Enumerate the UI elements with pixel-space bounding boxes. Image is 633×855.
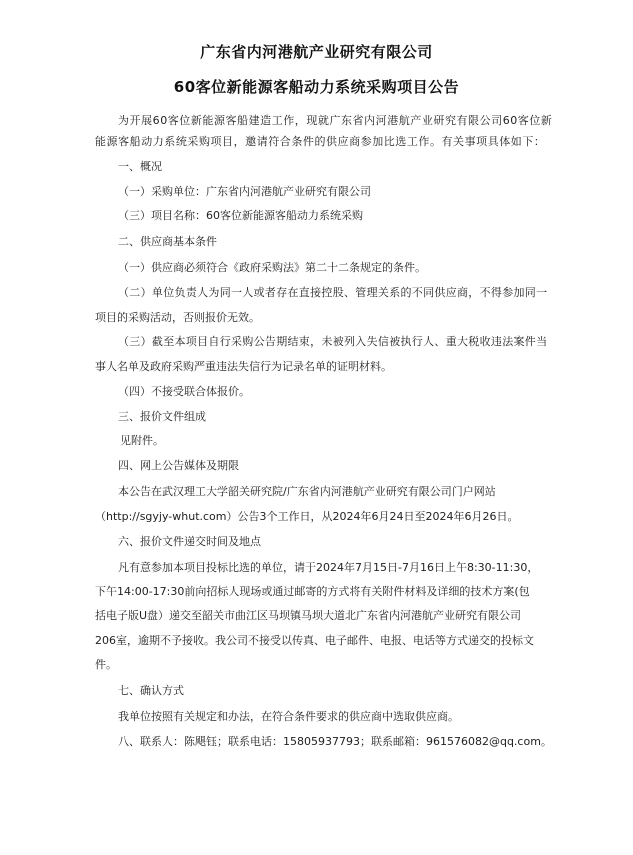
purchaser-line: （一）采购单位：广东省内河港航产业研究有限公司 (118, 185, 371, 198)
condition-2-line-2: 项目的采购活动，否则报价无效。 (95, 311, 260, 324)
condition-4-line: （四）不接受联合体报价。 (118, 385, 250, 398)
section-heading-online-notice: 四、网上公告媒体及期限 (118, 459, 239, 472)
intro-line-2: 能源客船动力系统采购项目，邀请符合条件的供应商参加比选工作。有关事项具体如下： (95, 135, 546, 148)
condition-2-line-1: （二）单位负责人为同一人或者存在直接控股、管理关系的不同供应商，不得参加同一 (118, 286, 548, 299)
section-heading-quote-documents: 三、报价文件组成 (118, 410, 206, 423)
intro-line-1: 为开展60客位新能源客船建造工作，现就广东省内河港航产业研究有限公司60客位新 (118, 114, 553, 127)
project-name-line: （三）项目名称：60客位新能源客船动力系统采购 (118, 209, 363, 222)
condition-3-line-1: （三）截至本项目自行采购公告期结束，未被列入失信被执行人、重大税收违法案件当 (118, 335, 548, 348)
section-heading-submission: 六、报价文件递交时间及地点 (118, 535, 261, 548)
submission-line-4: 206室，逾期不予接收。我公司不接受以传真、电子邮件、电报、电话等方式递交的投标文 (95, 634, 534, 647)
see-attachment-line: 见附件。 (120, 434, 164, 447)
section-heading-confirmation: 七、确认方式 (118, 684, 184, 697)
section-heading-supplier-conditions: 二、供应商基本条件 (118, 235, 217, 248)
confirmation-line: 我单位按照有关规定和办法，在符合条件要求的供应商中选取供应商。 (118, 710, 459, 723)
notice-media-line-1: 本公告在武汉理工大学韶关研究院/广东省内河港航产业研究有限公司门户网站 (118, 485, 496, 498)
submission-line-1: 凡有意参加本项目投标比选的单位，请于2024年7月15日-7月16日上午8:30-11:30， (118, 561, 539, 574)
company-title: 广东省内河港航产业研究有限公司 (200, 43, 433, 61)
submission-line-5: 件。 (95, 658, 117, 671)
condition-3-line-2: 事人名单及政府采购严重违法失信行为记录名单的证明材料。 (95, 360, 392, 373)
notice-title: 60客位新能源客船动力系统采购项目公告 (173, 78, 460, 96)
submission-line-2: 下午14:00-17:30前向招标人现场或通过邮寄的方式将有关附件材料及详细的技术方案(包 (95, 585, 530, 598)
condition-1-line: （一）供应商必须符合《政府采购法》第二十二条规定的条件。 (118, 261, 426, 274)
notice-media-line-2: （http://sgyjy-whut.com）公告3个工作日，从2024年6月24日至2024年6月26日。 (95, 510, 519, 523)
section-heading-overview: 一、概况 (118, 160, 162, 173)
contact-line: 八、联系人：陈飓钰；联系电话：15805937793；联系邮箱：961576082@qq.com。 (118, 735, 552, 748)
submission-line-3: 括电子版U盘）递交至韶关市曲江区马坝镇马坝大道北广东省内河港航产业研究有限公司 (95, 609, 522, 622)
